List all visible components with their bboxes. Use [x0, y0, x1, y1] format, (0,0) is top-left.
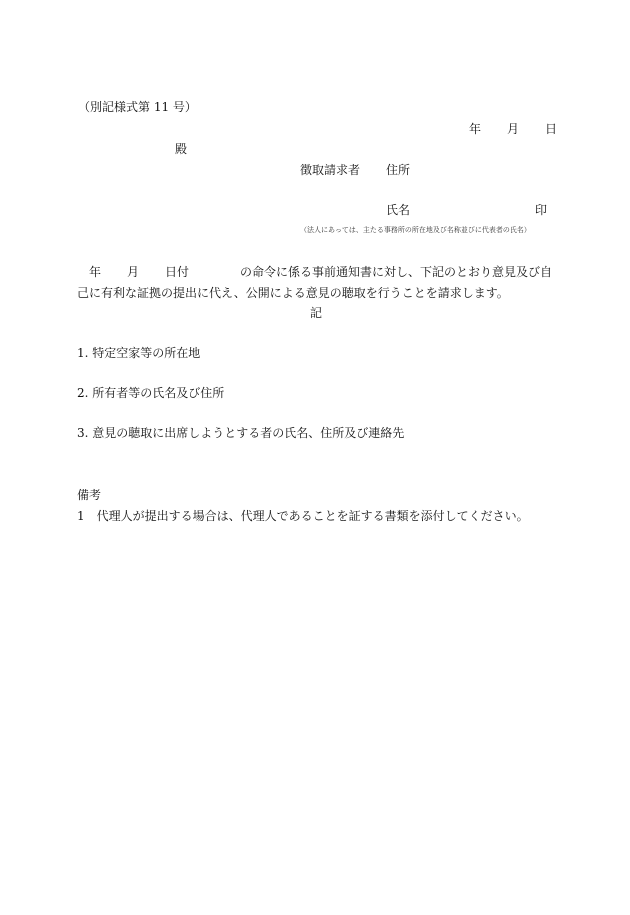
body-day: 日付	[165, 265, 190, 279]
body-year: 年	[89, 265, 102, 279]
requester-role: 徴取請求者	[300, 163, 361, 177]
body-line1-text: の命令に係る事前通知書に対し、下記のとおり意見及び自	[240, 265, 553, 279]
list-item: 1. 特定空家等の所在地	[77, 346, 201, 360]
address-label: 住所	[386, 163, 411, 177]
list-item: 2. 所有者等の氏名及び住所	[77, 386, 225, 400]
corporation-note: （法人にあっては、主たる事務所の所在地及び名称並びに代表者の氏名）	[300, 226, 531, 234]
name-label: 氏名	[386, 203, 411, 217]
date-year: 年	[469, 122, 482, 136]
ki-heading: 記	[310, 306, 323, 320]
addressee-suffix: 殿	[175, 142, 188, 156]
date-month: 月	[507, 122, 520, 136]
list-item: 3. 意見の聴取に出席しようとする者の氏名、住所及び連絡先	[77, 426, 405, 440]
body-line2-text: 己に有利な証拠の提出に代え、公開による意見の聴取を行うことを請求します。	[77, 286, 509, 300]
seal-mark: 印	[535, 203, 548, 217]
form-label: （別記様式第 11 号）	[78, 100, 197, 114]
remarks-note: 1 代理人が提出する場合は、代理人であることを証する書類を添付してください。	[77, 509, 529, 523]
remarks-heading: 備考	[77, 488, 102, 502]
body-month: 月	[127, 265, 140, 279]
date-day: 日	[545, 122, 558, 136]
